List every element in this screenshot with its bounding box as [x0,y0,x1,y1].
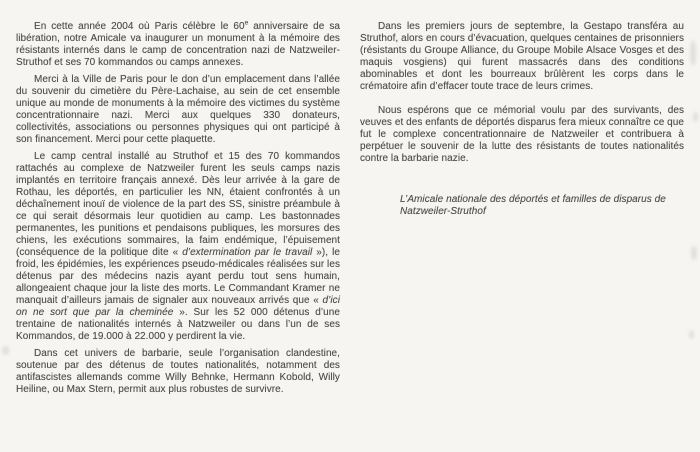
scan-artifact [691,246,697,260]
scan-artifact [690,40,696,66]
paragraph-text: »), le froid, les épidémies, les expériences pseudo-médicales réalisées sur les détenus par des médecins nazis ayant perdu tout sens humain, allongeaient chaque jour la liste des morts. Le Commandant Kramer ne manquait d’ailleurs jamais de signaler aux nouveaux arrivés que « [16,247,340,306]
quote-cheminee: d’ici on ne sort que par la cheminée [16,295,340,318]
right-column [360,21,684,218]
paragraph-anniversary [16,21,340,69]
paragraph-merci-ville-de-paris: Merci à la Ville de Paris pour le don d’un emplacement dans l’allée du souvenir du cimetière du Père-Lachaise, au sein de cet ensemble unique au monde de monuments à la mémoire des victimes du système concentrationnaire nazi. Merci aux quelques 330 donateurs, collectivités, associations ou personnes physiques qui ont participé à son financement. Merci pour cette plaquette. [16,74,340,145]
paragraph-text: En cette année 2004 où Paris célèbre le 60 [34,21,245,32]
quote-extermination-par-le-travail: d’extermination par le travail [182,247,313,258]
paragraph-memorial-espoir: Nous espérons que ce mémorial voulu par des survivants, des veuves et des enfants de déportés disparus fera mieux connaître ce que fut le complexe concentrationnaire de Natzweiler et contribuera à perpétuer le souvenir de la lutte des résistants de toutes nationalités contre la barbarie nazie. [360,105,684,164]
scan-artifact [2,346,9,355]
paragraph-organisation-clandestine: Dans cet univers de barbarie, seule l’organisation clandestine, soutenue par des détenus de toutes nationalités, notamment des antifascistes allemands comme Willy Behnke, Hermann Kobold, Willy Heiline, ou Max Stern, permit aux plus robustes de survivre. [16,348,340,395]
left-column [16,21,340,401]
ordinal-superscript: e [244,19,249,27]
paragraph-camp-central [16,151,340,343]
paragraph-gestapo-septembre: Dans les premiers jours de septembre, la Gestapo transféra au Struthof, alors en cours d’évacuation, quelques centaines de prisonniers (résistants du Groupe Alliance, du Groupe Mobile Alsace Vosges et des maquis vosgiens) qui furent massacrés dans des conditions abominables et dont les bourreaux brûlèrent les corps dans le crématoire afin d’effacer toute trace de leurs crimes. [360,21,684,92]
paragraph-text: anniversaire de sa libération, notre Amicale va inaugurer un monument à la mémoire des résistants internés dans le camp de concentration nazi de Natzweiler-Struthof et ses 70 kommandos ou camps annexes. [16,21,340,68]
scan-artifact [689,330,694,339]
paragraph-text: ». Sur les 52 000 détenus d’une trentaine de nationalités internés à Natzweiler ou dans l’un de ses Kommandos, de 19.000 à 22.000 y perdirent la vie. [16,307,341,342]
paragraph-text: Le camp central installé au Struthof et 15 des 70 kommandos rattachés au complexe de Natzweiler furent les seuls camps nazis implantés en territoire français annexé. Dès leur arrivée à la gare de Rothau, les déportés, en particulier les NN, étaient confrontés à un déchaînement inouï de violence de la part des SS, sinistre préambule à ce qui serait désormais leur quotidien au camp. Les bastonnades permanentes, les punitions et pendaisons publiques, les morsures des chiens, les exécutions sommaires, la faim endémique, l’épuisement (conséquence de la politique dite « [16,151,340,258]
signature-amicale: L’Amicale nationale des déportés et familles de disparus de Natzweiler-Struthof [400,194,666,217]
scan-artifact [693,112,698,122]
